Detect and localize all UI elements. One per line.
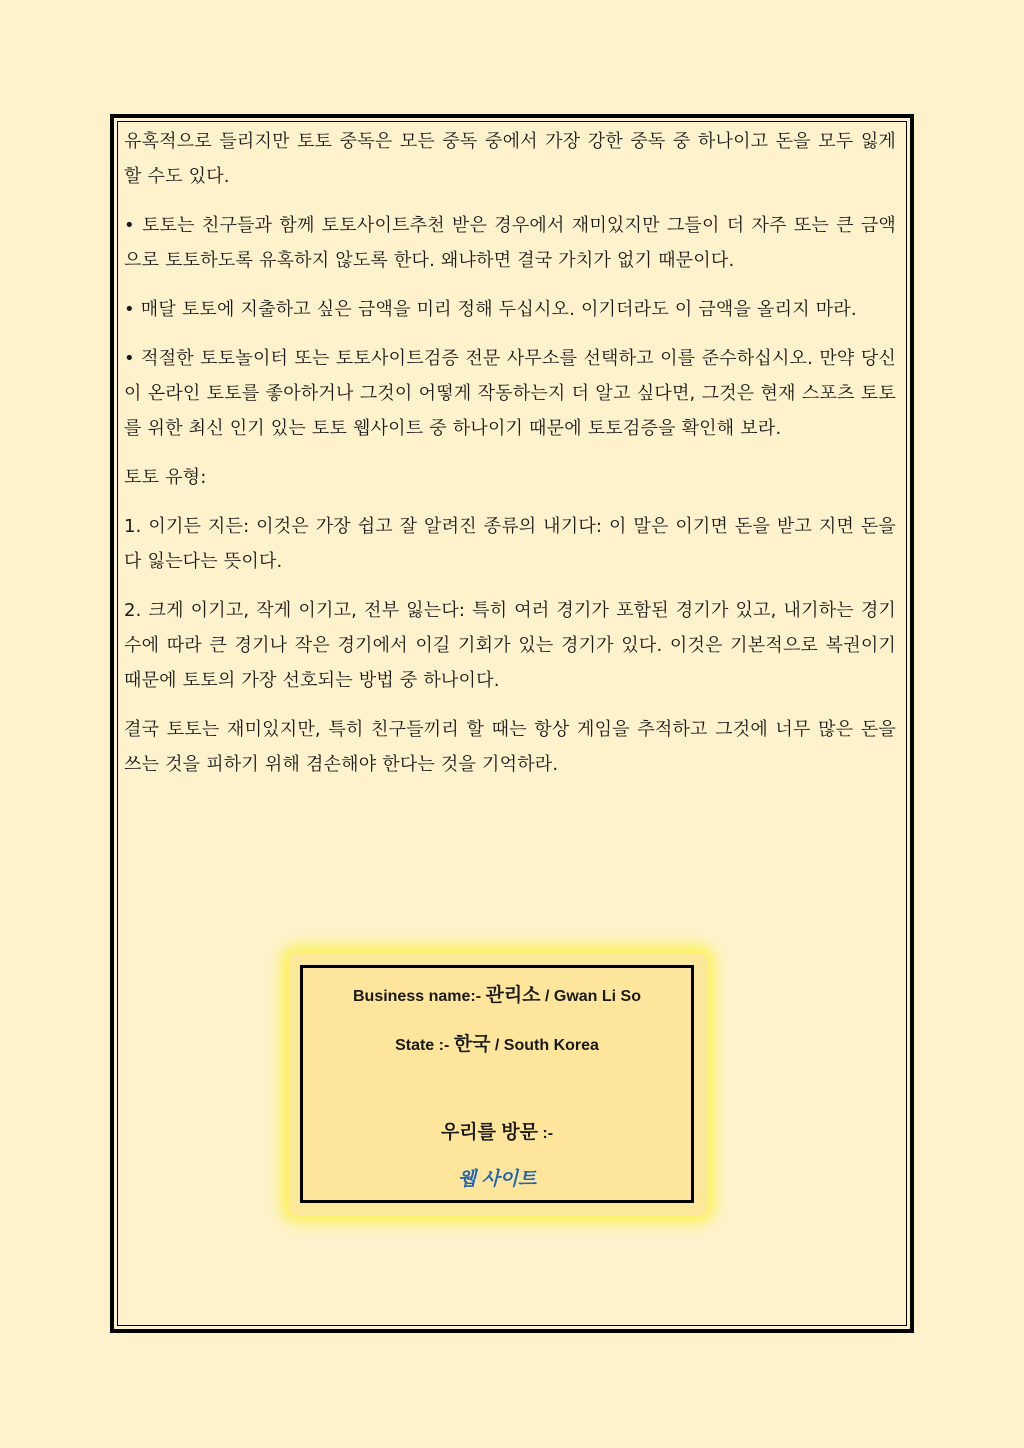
paragraph-type-win-lose: 1. 이기든 지든: 이것은 가장 쉽고 잘 알려진 종류의 내기다: 이 말은 이기면 돈을 받고 지면 돈을 다 잃는다는 뜻이다. — [124, 516, 896, 572]
business-name-label: Business name:- — [352, 988, 486, 1005]
state-label: State :- — [395, 1037, 454, 1054]
state-line — [303, 1034, 691, 1057]
paragraph-type-big-small: 2. 크게 이기고, 작게 이기고, 전부 잃는다: 특히 여러 경기가 포함된 경기가 있고, 내기하는 경기 수에 따라 큰 경기나 작은 경기에서 이길 기회가 있는 경기가 있다. 이것은 기본적으로 복권이기 때문에 토토의 가장 선호되는 방법 중 하나이다. — [124, 600, 896, 691]
paragraph-bullet-verification: • 적절한 토토놀이터 또는 토토사이트검증 전문 사무소를 선택하고 이를 준수하십시오. 만약 당신이 온라인 토토를 좋아하거나 그것이 어떻게 작동하는지 더 알고 싶다면, 그것은 현재 스포츠 토토를 위한 최신 인기 있는 토토 웹사이트 중 하나이기 때문에 토토검증을 확인해 보라. — [124, 348, 896, 439]
business-info-box — [300, 965, 694, 1203]
website-link[interactable]: 웹 사이트 — [457, 1169, 537, 1190]
state-separator: / — [490, 1037, 504, 1054]
business-name-line — [303, 985, 691, 1008]
state-korean: 한국 — [453, 1034, 491, 1055]
state-english: South Korea — [503, 1037, 599, 1054]
visit-us-line — [303, 1122, 691, 1145]
paragraph-types-heading: 토토 유형: — [124, 467, 207, 488]
visit-us-korean: 우리를 방문 — [440, 1122, 538, 1143]
business-name-english: Gwan Li So — [553, 988, 641, 1005]
paragraph-bullet-friends: • 토토는 친구들과 함께 토토사이트추천 받은 경우에서 재미있지만 그들이 더 자주 또는 큰 금액으로 토토하도록 유혹하지 않도록 한다. 왜냐하면 결국 가치가 없기 때문이다. — [124, 215, 896, 271]
visit-us-suffix: :- — [537, 1125, 554, 1142]
business-name-separator: / — [540, 988, 554, 1005]
paragraph-conclusion: 결국 토토는 재미있지만, 특히 친구들끼리 할 때는 항상 게임을 추적하고 그것에 너무 많은 돈을 쓰는 것을 피하기 위해 겸손해야 한다는 것을 기억하라. — [124, 719, 896, 775]
paragraph-intro: 유혹적으로 들리지만 토토 중독은 모든 중독 중에서 가장 강한 중독 중 하나이고 돈을 모두 잃게 할 수도 있다. — [124, 131, 896, 187]
business-name-korean: 관리소 — [485, 985, 541, 1006]
article-body — [124, 124, 896, 796]
paragraph-bullet-budget: • 매달 토토에 지출하고 싶은 금액을 미리 정해 두십시오. 이기더라도 이 금액을 올리지 마라. — [124, 299, 857, 320]
